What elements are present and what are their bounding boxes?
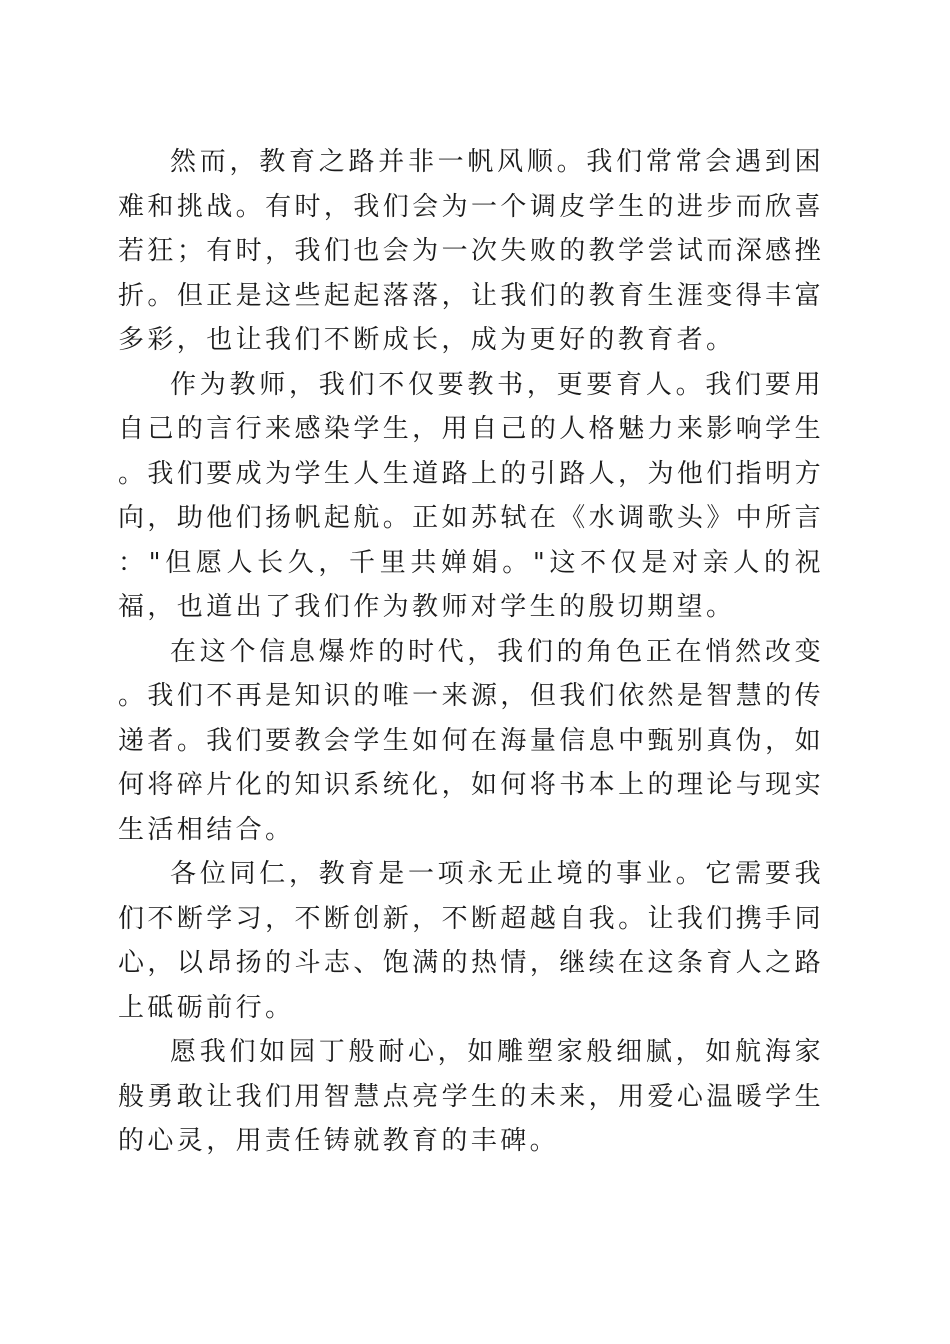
paragraph-3: 在这个信息爆炸的时代，我们的角色正在悄然改变。我们不再是知识的唯一来源，但我们依然是智慧的传递者。我们要教会学生如何在海量信息中甄别真伪，如何将碎片化的知识系统化，如何将书本上的理论与现实生活相结合。 [118,636,824,845]
paragraph-2: 作为教师，我们不仅要教书，更要育人。我们要用自己的言行来感染学生，用自己的人格魅力来影响学生。我们要成为学生人生道路上的引路人，为他们指明方向，助他们扬帆起航。正如苏轼在《水调歌头》中所言："但愿人长久，千里共婵娟。"这不仅是对亲人的祝福，也道出了我们作为教师对学生的殷切期望。 [118,369,824,622]
paragraph-5: 愿我们如园丁般耐心，如雕塑家般细腻，如航海家般勇敢让我们用智慧点亮学生的未来，用爱心温暖学生的心灵，用责任铸就教育的丰碑。 [118,1037,824,1156]
paragraph-4: 各位同仁，教育是一项永无止境的事业。它需要我们不断学习，不断创新，不断超越自我。让我们携手同心，以昂扬的斗志、饱满的热情，继续在这条育人之路上砥砺前行。 [118,859,824,1023]
document-body [118,140,824,1164]
paragraph-1: 然而，教育之路并非一帆风顺。我们常常会遇到困难和挑战。有时，我们会为一个调皮学生的进步而欣喜若狂；有时，我们也会为一次失败的教学尝试而深感挫折。但正是这些起起落落，让我们的教育生涯变得丰富多彩，也让我们不断成长，成为更好的教育者。 [118,147,824,355]
